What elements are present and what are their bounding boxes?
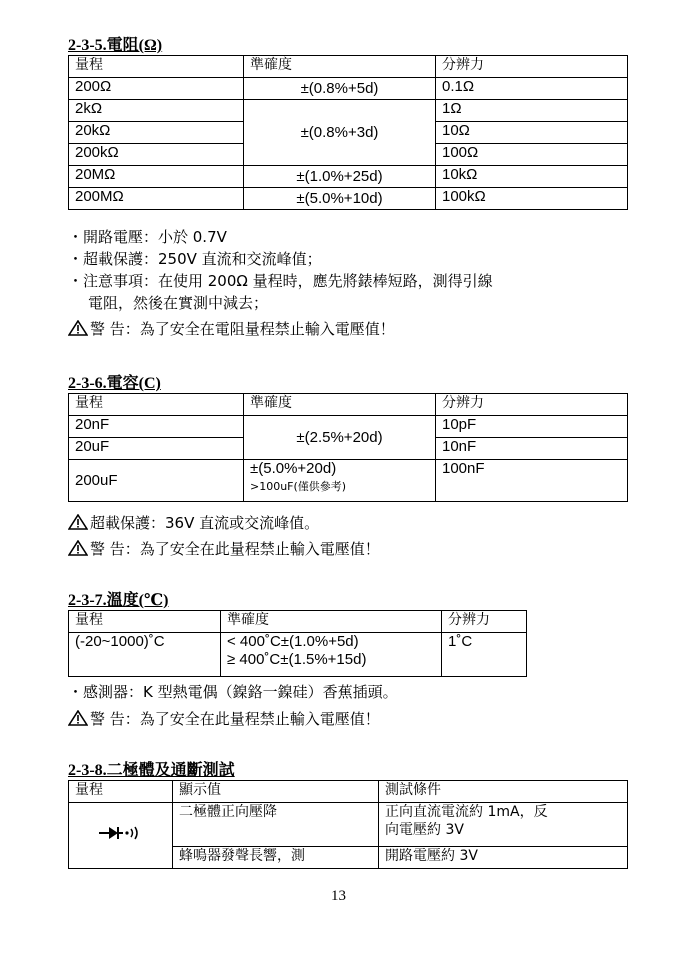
resolution-cell: 0.1Ω [436, 78, 628, 100]
capacitance-overload [68, 514, 319, 532]
overload-text: 超載保護：36V 直流或交流峰值。 [90, 514, 320, 532]
temperature-sensor: ・感測器：K 型熱電偶（鎳鉻一鎳硅）香蕉插頭。 [68, 683, 398, 701]
display-cell: 蜂鳴器發聲長響，測 [173, 847, 379, 869]
range-cell: (-20~1000)˚C [69, 633, 221, 677]
condition-cell: 開路電壓約 3V [379, 847, 628, 869]
accuracy-note: >100uF(僅供參考) [250, 480, 347, 493]
header-display: 顯示值 [173, 781, 379, 803]
temperature-warning [68, 710, 380, 728]
warning-triangle-icon [68, 514, 88, 530]
resolution-cell: 10nF [436, 438, 628, 460]
condition-line: 正向直流電流約 1mA，反 [385, 804, 548, 820]
accuracy-cell: ±(1.0%+25d) [244, 166, 436, 188]
accuracy-cell [221, 633, 442, 677]
accuracy-cell: ±(5.0%+10d) [244, 188, 436, 210]
note-overload: ・超載保護：250V 直流和交流峰值； [68, 250, 322, 268]
header-accuracy: 準確度 [221, 611, 442, 633]
accuracy-cell [244, 460, 436, 502]
accuracy-value: ±(5.0%+20d) [250, 460, 337, 477]
accuracy-cell: ±(0.8%+5d) [244, 78, 436, 100]
page-number: 13 [331, 888, 346, 904]
resolution-cell: 10Ω [436, 122, 628, 144]
range-cell: 200MΩ [69, 188, 244, 210]
header-condition: 測試條件 [379, 781, 628, 803]
warning-text: 警 告：為了安全在電阻量程禁止輸入電壓值！ [90, 320, 395, 338]
header-range: 量程 [69, 781, 173, 803]
resolution-cell: 1˚C [442, 633, 527, 677]
accuracy-cell: ±(0.8%+3d) [244, 100, 436, 166]
range-cell: 20kΩ [69, 122, 244, 144]
note-caution-cont: 電阻，然後在實測中減去； [88, 294, 269, 312]
warning-text: 警 告：為了安全在此量程禁止輸入電壓值！ [90, 540, 380, 558]
accuracy-below-400: < 400˚C±(1.0%+5d) [227, 633, 359, 650]
header-accuracy: 準確度 [244, 56, 436, 78]
resolution-cell: 100kΩ [436, 188, 628, 210]
diode-table [68, 780, 628, 869]
resolution-cell: 1Ω [436, 100, 628, 122]
resolution-cell: 10pF [436, 416, 628, 438]
warning-text: 警 告：為了安全在此量程禁止輸入電壓值！ [90, 710, 380, 728]
display-cell: 二極體正向壓降 [173, 803, 379, 847]
condition-line: 向電壓約 3V [385, 822, 464, 838]
temperature-heading: 2-3-7.溫度(℃) [68, 592, 169, 609]
header-resolution: 分辨力 [436, 56, 628, 78]
range-cell: 20MΩ [69, 166, 244, 188]
header-range: 量程 [69, 611, 221, 633]
range-cell [69, 803, 173, 869]
temperature-table [68, 610, 527, 677]
header-resolution: 分辨力 [442, 611, 527, 633]
warning-triangle-icon [68, 540, 88, 556]
range-cell: 20nF [69, 416, 244, 438]
warning-triangle-icon [68, 320, 88, 336]
resolution-cell: 10kΩ [436, 166, 628, 188]
resolution-cell: 100nF [436, 460, 628, 502]
range-cell: 200uF [69, 460, 244, 502]
diode-continuity-icon [97, 824, 145, 842]
resistance-warning [68, 320, 395, 338]
capacitance-warning [68, 540, 380, 558]
header-accuracy: 準確度 [244, 394, 436, 416]
capacitance-heading: 2-3-6.電容(C) [68, 375, 161, 392]
note-open-voltage: ・開路電壓：小於 0.7V [68, 228, 227, 246]
accuracy-above-400: ≥ 400˚C±(1.5%+15d) [227, 651, 367, 668]
header-resolution: 分辨力 [436, 394, 628, 416]
note-caution: ・注意事項：在使用 200Ω 量程時，應先將錶棒短路，測得引線 [68, 272, 493, 290]
capacitance-table [68, 393, 628, 502]
resistance-heading: 2-3-5.電阻(Ω) [68, 37, 163, 54]
diode-heading: 2-3-8.二極體及通斷測試 [68, 762, 235, 779]
condition-cell [379, 803, 628, 847]
range-cell: 20uF [69, 438, 244, 460]
resistance-table [68, 55, 628, 210]
range-cell: 2kΩ [69, 100, 244, 122]
resolution-cell: 100Ω [436, 144, 628, 166]
range-cell: 200Ω [69, 78, 244, 100]
warning-triangle-icon [68, 710, 88, 726]
header-range: 量程 [69, 394, 244, 416]
header-range: 量程 [69, 56, 244, 78]
accuracy-cell: ±(2.5%+20d) [244, 416, 436, 460]
range-cell: 200kΩ [69, 144, 244, 166]
